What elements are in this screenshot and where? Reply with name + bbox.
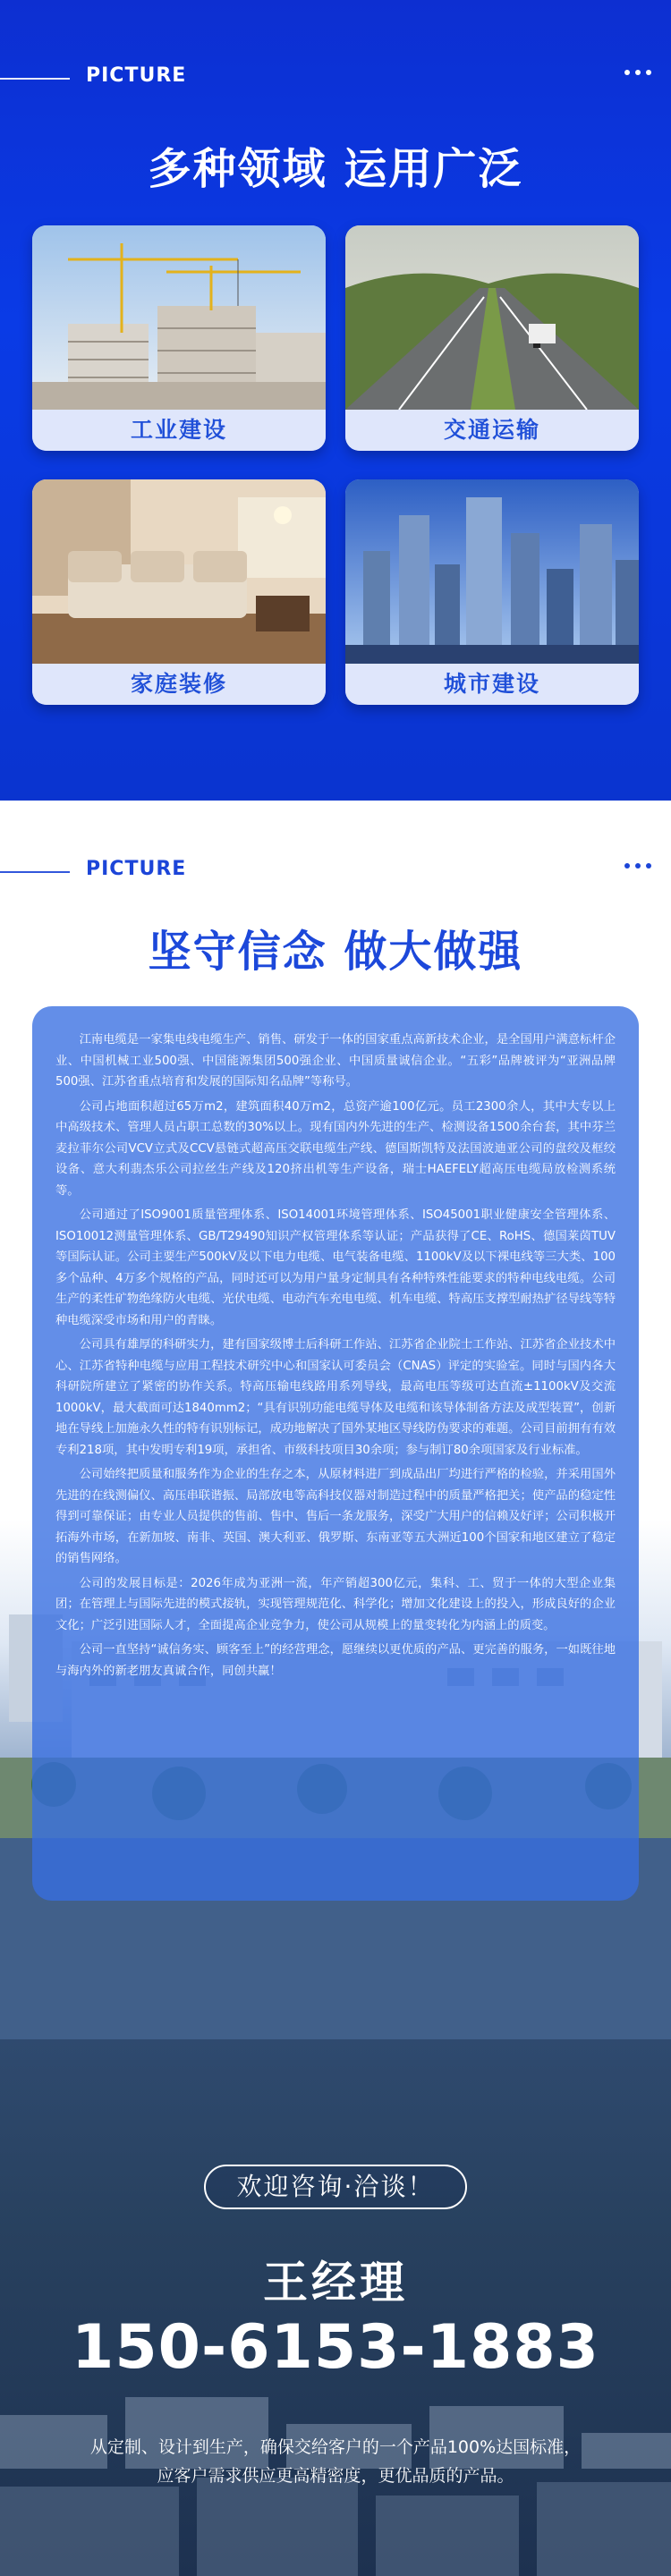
picture-label: PICTURE (86, 858, 187, 880)
intro-paragraph: 公司的发展目标是：2026年成为亚洲一流，年产销超300亿元，集科、工、贸于一体的大型企业集团；在管理上与国际先进的模式接轨，实现管理规范化、科学化；增加文化建设上的投入，形成良好的企业文化；广泛引进国际人才，全面提高企业竞争力，使公司从规模上的量变转化为内涵上的质变。 (55, 1576, 616, 1632)
home-image (32, 479, 326, 664)
applications-section (0, 0, 671, 801)
contact-section (0, 2039, 671, 2576)
dots-icon (624, 70, 651, 75)
intro-paragraph: 公司一直坚持“诚信务实、顾客至上”的经营理念，愿继续以更优质的产品、更完善的服务，一如既往地与海内外的新老朋友真诚合作，同创共赢！ (55, 1643, 616, 1678)
consult-pill-button[interactable]: 欢迎咨询·洽谈！ (204, 2165, 467, 2209)
intro-paragraph: 江南电缆是一家集电线电缆生产、销售、研发于一体的国家重点高新技术企业，是全国用户满意标杆企业、中国机械工业500强、中国能源集团500强企业、中国质量诚信企业。“五彩”品牌被评为“亚洲品牌500强、江苏省重点培育和发展的国际知名品牌”等称号。 (55, 1033, 616, 1089)
card-city[interactable] (345, 479, 639, 705)
intro-paragraph: 公司占地面积超过65万m2，建筑面积40万m2，总资产逾100亿元。员工2300余人，其中大专以上中高级技术、管理人员占职工总数的30%以上。现有国内外先进的生产、检测设备1500余台套，其中芬兰麦拉菲尔公司VCV立式及CCV悬链式超高压交联电缆生产线、德国斯凯特及法国波迪亚公司的盘绞及框绞设备、意大利翡杰乐公司拉丝生产线及120挤出机等生产设备，瑞士HAEFELY超高压电缆局放检测系统等。 (55, 1099, 616, 1198)
city-image (345, 479, 639, 664)
card-label: 交通运输 (345, 410, 639, 451)
company-description (32, 1006, 639, 1901)
picture-label: PICTURE (86, 64, 187, 87)
intro-paragraph: 公司始终把质量和服务作为企业的生存之本，从原材料进厂到成品出厂均进行严格的检验，并采用国外先进的在线测偏仪、高压串联谐振、局部放电等高科技仪器对制造过程中的质量严格把关；使产品的稳定性得到可靠保证；由专业人员提供的售前、售中、售后一条龙服务，深受广大用户的信赖及好评；公司积极开拓海外市场，在新加坡、南非、英国、澳大利亚、俄罗斯、东南亚等五大洲近100个国家和地区建立了稳定的销售网络。 (55, 1468, 616, 1565)
picture-header (0, 854, 671, 890)
picture-header (0, 61, 671, 97)
section-title: 坚守信念 做大做强 (148, 927, 523, 977)
application-grid (32, 225, 639, 708)
contact-name: 王经理 (263, 2257, 408, 2309)
card-industrial[interactable] (32, 225, 326, 451)
card-home[interactable] (32, 479, 326, 705)
contact-description (54, 2433, 617, 2490)
header-line (0, 78, 70, 80)
desc-line: 从定制、设计到生产，确保交给客户的一个产品100%达国标准， (89, 2437, 582, 2457)
transport-image (345, 225, 639, 410)
section-title: 多种领域 运用广泛 (148, 144, 523, 194)
industrial-image (32, 225, 326, 410)
dots-icon (624, 863, 651, 869)
company-intro-section (0, 801, 671, 2039)
desc-line: 应客户需求供应更高精密度，更优品质的产品。 (157, 2466, 514, 2486)
intro-paragraph: 公司具有雄厚的科研实力，建有国家级博士后科研工作站、江苏省企业院士工作站、江苏省企业技术中心、江苏省特种电缆与应用工程技术研究中心和国家认可委员会（CNAS）评定的实验室。同时与国内各大科研院所建立了紧密的协作关系。特高压输电线路用系列导线，最高电压等级可达直流±1100kV及交流1000kV，最大截面可达1840mm2；“具有识别功能电缆导体及电缆和该导体制备方法及成型装置”，创新地在导线上加施永久性的特有识别标记，成功地解决了国外某地区导线防伪要求的难题。公司目前拥有有效专利218项，其中发明专利19项，承担省、市级科技项目30余项；参与制订80余项国家及行业标准。 (55, 1338, 616, 1457)
card-label: 工业建设 (32, 410, 326, 451)
card-label: 城市建设 (345, 664, 639, 705)
card-transport[interactable] (345, 225, 639, 451)
card-label: 家庭装修 (32, 664, 326, 705)
intro-paragraph: 公司通过了ISO9001质量管理体系、ISO14001环境管理体系、ISO45001职业健康安全管理体系、ISO10012测量管理体系、GB/T29490知识产权管理体系等认证；产品获得了CE、RoHS、德国莱茵TUV等国际认证。公司主要生产500kV及以下电力电缆、电气装备电缆、1100kV及以下裸电线等三大类、100多个品种、4万多个规格的产品，同时还可以为用户量身定制具有各种特殊性能要求的特种电线电缆。公司生产的柔性矿物绝缘防火电缆、光伏电缆、电动汽车充电电缆、机车电缆、特高压支撑型耐热扩径导线等特种电缆深受市场和用户的青睐。 (55, 1208, 616, 1327)
contact-phone[interactable]: 150-6153-1883 (72, 2312, 599, 2383)
header-line (0, 871, 70, 873)
